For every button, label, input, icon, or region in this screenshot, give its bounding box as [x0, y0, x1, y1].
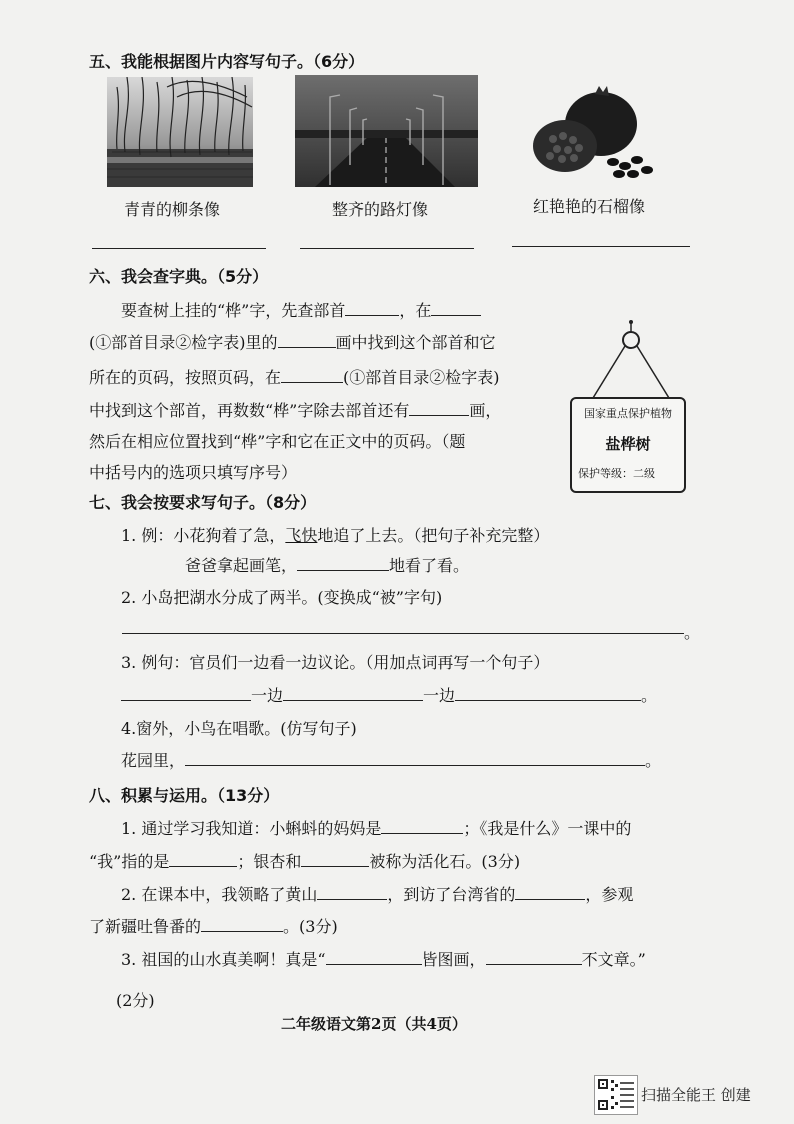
section7-q4: 4.窗外，小鸟在唱歌。(仿写句子)	[121, 719, 357, 738]
sign-line1: 国家重点保护植物	[584, 407, 672, 420]
section8-q2-line1: 2. 在课本中，我领略了黄山 ，到访了台湾省的 ，参观	[121, 885, 634, 904]
section8-q1-line1: 1. 通过学习我知道：小蝌蚪的妈妈是 ；《我是什么》一课中的	[121, 819, 632, 838]
caption-willow: 青青的柳条像	[124, 200, 221, 219]
answer-line-willow[interactable]	[92, 248, 266, 249]
blank-q4[interactable]	[185, 751, 645, 766]
answer-line-q2[interactable]	[122, 633, 684, 634]
blank-q3-subject[interactable]	[121, 686, 251, 701]
blank-q3-action2[interactable]	[455, 686, 641, 701]
section7-q1-fill: 爸爸拿起画笔， 地看了看。	[185, 556, 470, 575]
section8-q1-line2: “我”指的是 ；银杏和 被称为活化石。(3分)	[89, 852, 521, 871]
section7-title: 七、我会按要求写句子。（8分）	[89, 493, 317, 512]
blank-huangshan[interactable]	[317, 885, 387, 900]
sign-hanger-icon	[575, 318, 687, 398]
blank-choice-1[interactable]	[431, 301, 481, 316]
pomegranate-image	[525, 84, 661, 184]
blank-turpan[interactable]	[201, 917, 283, 932]
section6-line3: 所在的页码，按照页码，在 (①部首目录②检字表)	[89, 368, 500, 387]
section6-title: 六、我会查字典。（5分）	[89, 267, 269, 286]
section7-q2: 2. 小岛把湖水分成了两半。(变换成“被”字句)	[121, 588, 443, 607]
blank-tadpole-mother[interactable]	[381, 819, 463, 834]
protection-sign	[570, 397, 686, 493]
section7-q4-fill: 花园里， 。	[121, 751, 662, 770]
blank-q1[interactable]	[297, 556, 389, 571]
dotted-word-yibian-2: 一边	[285, 653, 318, 672]
dotted-word-yibian-1: 一边	[237, 653, 270, 672]
sign-line2: 盐桦树	[605, 435, 651, 453]
blank-poem-1[interactable]	[326, 950, 422, 965]
blank-fossil[interactable]	[301, 852, 369, 867]
section6-line6: 中括号内的选项只填写序号）	[89, 463, 298, 482]
willow-image	[107, 77, 253, 187]
section8-q3-points: (2分)	[116, 991, 155, 1010]
section6-line4: 中找到这个部首，再数数“桦”字除去部首还有 画，	[89, 401, 502, 420]
page-footer: 二年级语文第2页（共4页）	[281, 1015, 467, 1033]
q2-period: 。	[684, 623, 701, 642]
blank-strokes-2[interactable]	[409, 401, 469, 416]
caption-streetlamp: 整齐的路灯像	[332, 200, 429, 219]
dotted-word-feikuai: 飞快	[285, 526, 318, 545]
answer-line-pomegranate[interactable]	[512, 246, 690, 247]
blank-radical[interactable]	[345, 301, 399, 316]
section8-q3-line1: 3. 祖国的山水真美啊！真是“ 皆图画， 不文章。”	[121, 950, 646, 969]
sign-line3: 保护等级：二级	[578, 467, 655, 480]
qr-code-icon	[594, 1075, 638, 1115]
section6-line2: (①部首目录②检字表)里的 画中找到这个部首和它	[89, 333, 496, 352]
streetlamp-image	[295, 75, 478, 187]
section5-title: 五、我能根据图片内容写句子。（6分）	[89, 52, 365, 71]
blank-poem-2[interactable]	[486, 950, 582, 965]
blank-wo[interactable]	[169, 852, 237, 867]
blank-q3-action1[interactable]	[283, 686, 423, 701]
section7-q3-fill: 一边 一边 。	[121, 683, 657, 706]
section7-q1: 1. 例：小花狗着了急，飞快地追了上去。（把句子补充完整）	[121, 526, 550, 545]
section8-title: 八、积累与运用。（13分）	[89, 786, 280, 805]
section6-line1: 要查树上挂的“桦”字，先查部首 ，在	[121, 298, 481, 321]
section6-line5: 然后在相应位置找到“桦”字和它在正文中的页码。（题	[89, 432, 466, 451]
section7-q3: 3. 例句：官员们一边看一边议论。（用加点词再写一个句子）	[121, 653, 550, 672]
caption-pomegranate: 红艳艳的石榴像	[533, 197, 646, 216]
scanner-watermark: 扫描全能王 创建	[641, 1086, 751, 1104]
blank-taiwan[interactable]	[515, 885, 585, 900]
section8-q2-line2: 了新疆吐鲁番的 。(3分)	[89, 917, 338, 936]
answer-line-streetlamp[interactable]	[300, 248, 474, 249]
blank-strokes-1[interactable]	[278, 333, 336, 348]
blank-choice-2[interactable]	[281, 368, 343, 383]
